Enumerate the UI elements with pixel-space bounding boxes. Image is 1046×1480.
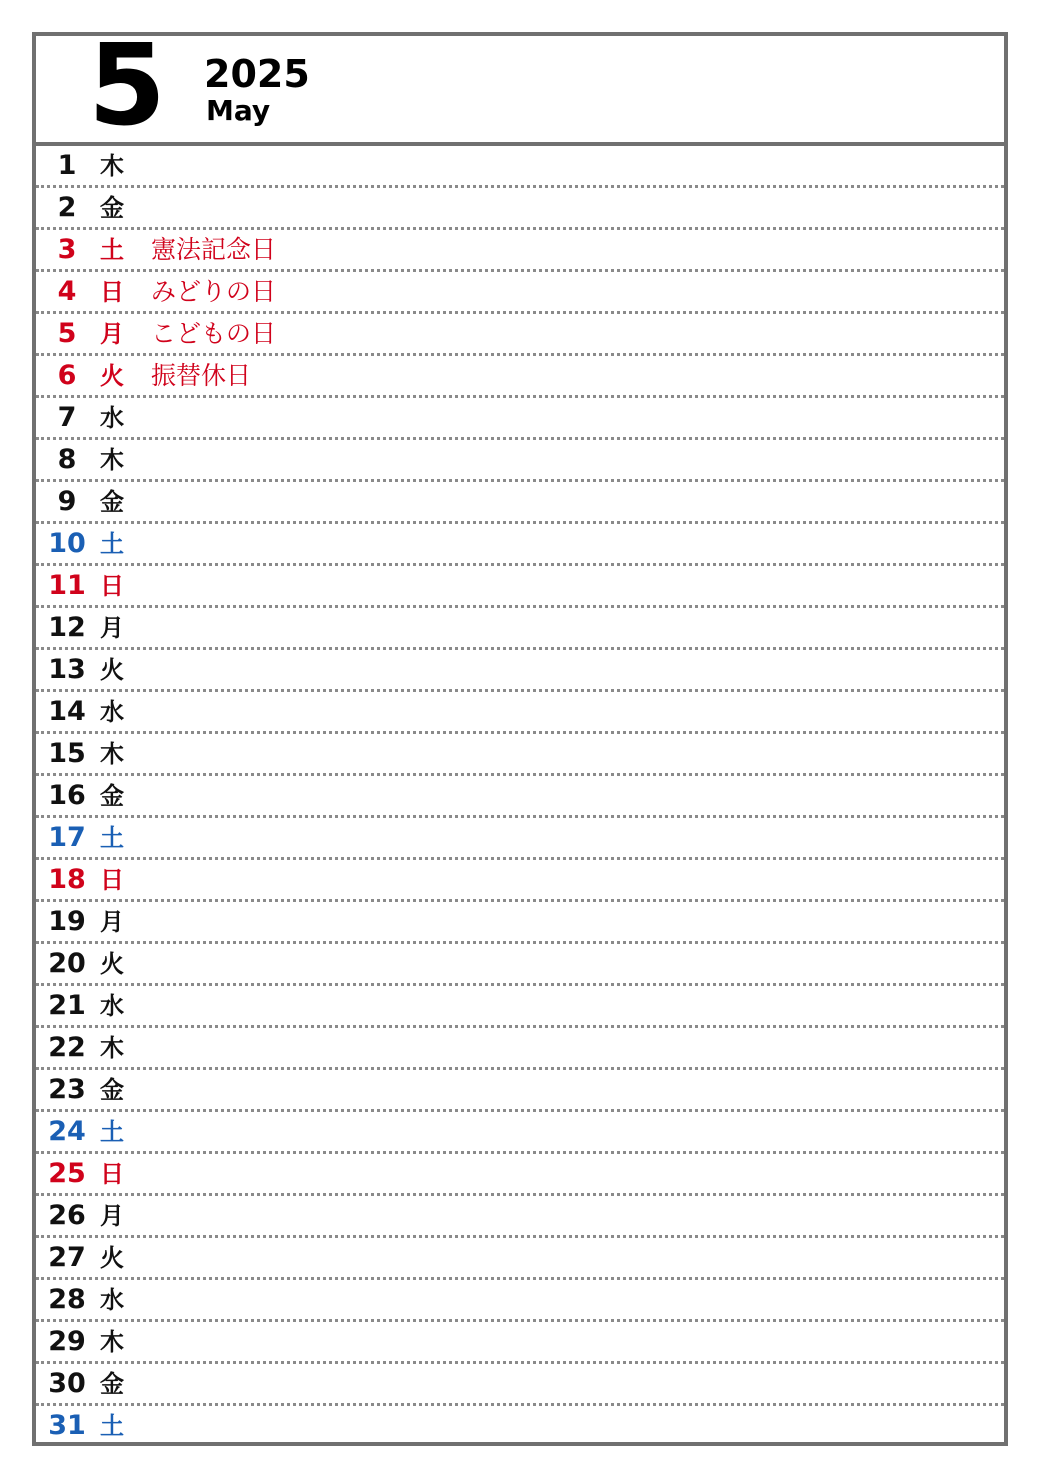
day-row: [36, 1154, 1004, 1196]
day-number: 1: [57, 150, 77, 181]
weekday-label: 火: [100, 656, 124, 684]
day-number: 11: [48, 570, 86, 601]
day-row: [36, 398, 1004, 440]
day-row: [36, 818, 1004, 860]
holiday-name: みどりの日: [151, 277, 277, 306]
weekday-label: 月: [100, 908, 124, 936]
day-number: 18: [48, 864, 86, 895]
weekday-label: 月: [100, 614, 124, 642]
weekday-label: 木: [100, 152, 124, 180]
day-row: [36, 356, 1004, 398]
day-row: [36, 1406, 1004, 1448]
weekday-label: 土: [100, 824, 124, 852]
day-number: 19: [48, 906, 86, 937]
day-number: 5: [57, 318, 77, 349]
weekday-label: 木: [100, 446, 124, 474]
day-row: [36, 1280, 1004, 1322]
day-row: [36, 1112, 1004, 1154]
day-number: 3: [57, 234, 77, 265]
weekday-label: 火: [100, 362, 124, 390]
day-number: 29: [48, 1326, 86, 1357]
day-number: 21: [48, 990, 86, 1021]
day-number: 13: [48, 654, 86, 685]
day-number: 20: [48, 948, 86, 979]
day-number: 12: [48, 612, 86, 643]
day-row: [36, 1238, 1004, 1280]
weekday-label: 日: [100, 1160, 124, 1188]
day-number: 24: [48, 1116, 86, 1147]
day-row: [36, 188, 1004, 230]
day-number: 30: [48, 1368, 86, 1399]
weekday-label: 水: [100, 1286, 124, 1314]
day-number: 2: [57, 192, 77, 223]
holiday-name: 振替休日: [151, 361, 252, 390]
weekday-label: 木: [100, 740, 124, 768]
weekday-label: 土: [100, 1118, 124, 1146]
weekday-label: 月: [100, 1202, 124, 1230]
holiday-name: こどもの日: [151, 319, 277, 348]
day-row: [36, 1196, 1004, 1238]
day-number: 27: [48, 1242, 86, 1273]
day-number: 9: [57, 486, 77, 517]
day-number: 16: [48, 780, 86, 811]
weekday-label: 金: [100, 1076, 124, 1104]
day-number: 25: [48, 1158, 86, 1189]
day-number: 22: [48, 1032, 86, 1063]
day-row: [36, 524, 1004, 566]
day-row: [36, 734, 1004, 776]
day-row: [36, 902, 1004, 944]
weekday-label: 土: [100, 236, 124, 264]
day-number: 26: [48, 1200, 86, 1231]
day-number: 17: [48, 822, 86, 853]
month-number: 5: [88, 21, 166, 151]
weekday-label: 火: [100, 1244, 124, 1272]
day-row: [36, 1028, 1004, 1070]
day-number: 15: [48, 738, 86, 769]
day-number: 28: [48, 1284, 86, 1315]
day-row: [36, 860, 1004, 902]
weekday-label: 木: [100, 1328, 124, 1356]
weekday-label: 金: [100, 488, 124, 516]
day-row: [36, 650, 1004, 692]
day-number: 6: [57, 360, 77, 391]
day-number: 4: [57, 276, 77, 307]
day-row: [36, 146, 1004, 188]
weekday-label: 水: [100, 698, 124, 726]
weekday-label: 金: [100, 194, 124, 222]
holiday-name: 憲法記念日: [151, 235, 277, 264]
weekday-label: 金: [100, 782, 124, 810]
weekday-label: 土: [100, 1412, 124, 1440]
weekday-label: 火: [100, 950, 124, 978]
calendar-header: [36, 21, 1004, 151]
day-row: [36, 1070, 1004, 1112]
day-number: 31: [48, 1410, 86, 1441]
year-label: 2025: [204, 52, 310, 96]
day-row: [36, 1364, 1004, 1406]
weekday-label: 日: [100, 572, 124, 600]
day-row: [36, 1322, 1004, 1364]
day-row: [36, 776, 1004, 818]
day-row: [36, 272, 1004, 314]
day-row: [36, 440, 1004, 482]
month-name-label: May: [206, 94, 271, 127]
day-number: 23: [48, 1074, 86, 1105]
weekday-label: 土: [100, 530, 124, 558]
day-row: [36, 482, 1004, 524]
day-row: [36, 314, 1004, 356]
weekday-label: 日: [100, 278, 124, 306]
day-row: [36, 566, 1004, 608]
day-row: [36, 230, 1004, 272]
weekday-label: 日: [100, 866, 124, 894]
weekday-label: 水: [100, 992, 124, 1020]
day-number: 8: [57, 444, 77, 475]
day-list: [36, 146, 1004, 1448]
weekday-label: 木: [100, 1034, 124, 1062]
weekday-label: 金: [100, 1370, 124, 1398]
calendar-frame: [32, 21, 1008, 1446]
day-number: 10: [48, 528, 86, 559]
day-row: [36, 944, 1004, 986]
day-number: 7: [57, 402, 77, 433]
day-row: [36, 692, 1004, 734]
day-row: [36, 986, 1004, 1028]
weekday-label: 水: [100, 404, 124, 432]
day-row: [36, 608, 1004, 650]
weekday-label: 月: [100, 320, 124, 348]
day-number: 14: [48, 696, 86, 727]
